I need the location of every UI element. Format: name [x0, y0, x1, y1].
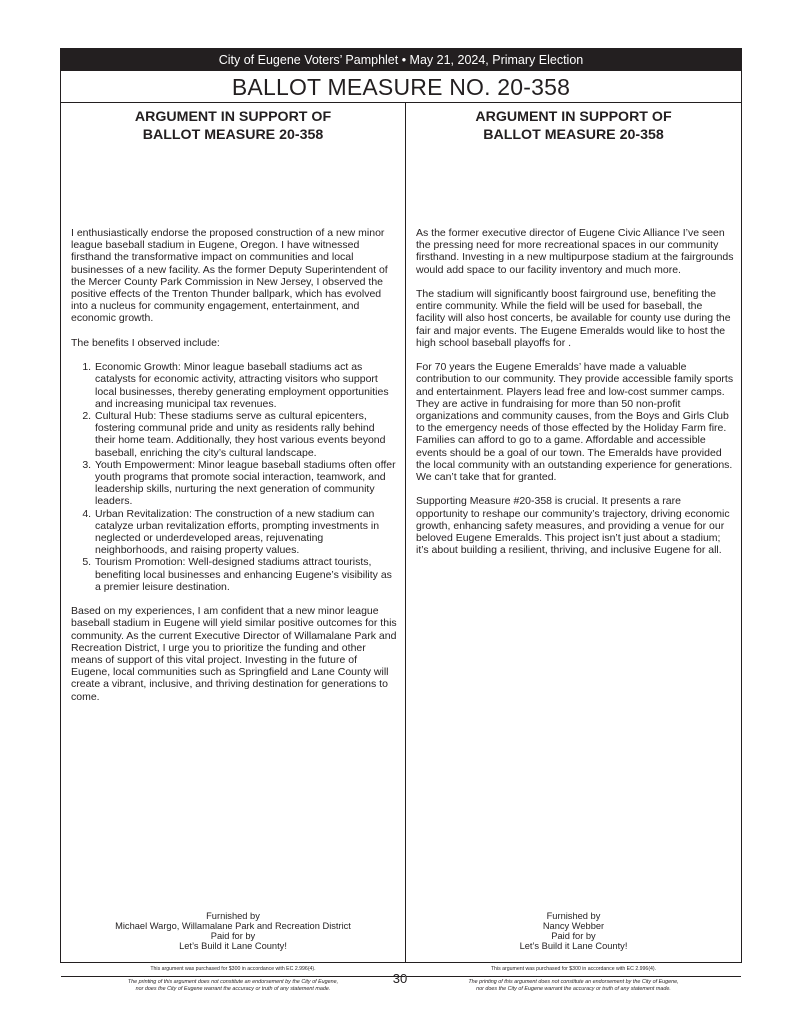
right-heading-line-2: BALLOT MEASURE 20-358	[483, 127, 664, 143]
benefit-item-youth-empowerment: 3. Youth Empowerment: Minor league baseball stadiums often offer youth programs that promote social interaction, teamwork, and leadership skills, nurturing the next generation of community leaders.	[94, 459, 397, 508]
left-paid-for-by-label: Paid for by	[210, 931, 256, 941]
benefit-item-cultural-hub: 2. Cultural Hub: These stadiums serve as cultural epicenters, fostering communal pride and unity as residents rally behind their home team. Additionally, they host various events beyond baseball, enriching the city’s cultural landscape.	[94, 410, 397, 459]
right-argument-column	[406, 103, 741, 992]
right-disclaimer-line-1: The printing of this argument does not constitute an endorsement by the City of Eugene,	[468, 979, 679, 985]
right-purchase-note: This argument was purchased for $300 in accordance with EC 2.996(4).	[490, 966, 657, 972]
left-argument-body	[71, 227, 397, 715]
right-paragraph-2: The stadium will significantly boost fairground use, benefiting the entire community. While the field will be used for baseball, the facility will also host concerts, be available for county use during the fair and major events. The Eugene Emeralds would like to host the high school baseball playoffs for .	[416, 288, 731, 349]
right-argument-body	[416, 227, 734, 569]
right-paragraph-1: As the former executive director of Eugene Civic Alliance I’ve seen the pressing need for more recreational spaces in our community firsthand. Investing in a new multipurpose stadium at the fairgrounds would add space to our facility inventory and much more.	[416, 227, 734, 276]
election-banner: City of Eugene Voters’ Pamphlet • May 21, 2024, Primary Election	[61, 49, 741, 71]
left-argument-heading	[61, 108, 405, 144]
left-sponsor-block	[61, 911, 405, 951]
left-heading-line-2: BALLOT MEASURE 20-358	[142, 127, 324, 143]
right-paid-for-by-label: Paid for by	[551, 931, 596, 941]
pamphlet-page-frame	[60, 48, 742, 992]
benefits-list	[71, 361, 397, 593]
right-disclaimer-line-2: nor does the City of Eugene warrant the accuracy or truth of any statement made.	[476, 986, 671, 992]
right-paragraph-3: For 70 years the Eugene Emeralds’ have made a valuable contribution to our community. They provide accessible family sports and entertainment. Players lead free and low-cost summer camps. They are active in fundraising for more than 50 non-profit organizations and community causes, from the Boys and Girls Club to the emergency needs of those effected by the Holiday Farm fire. Families can afford to go to a game. Affordable and accessible events should be a goal of our town. The Emeralds have provided the local community with an outstanding experience for generations. We can’t take that for granted.	[416, 361, 734, 484]
right-paid-for-by-name: Let’s Build it Lane County!	[519, 941, 628, 951]
left-disclaimer-line-2: nor does the City of Eugene warrant the accuracy or truth of any statement made.	[135, 986, 331, 992]
left-paid-for-by-name: Let’s Build it Lane County!	[179, 941, 287, 951]
left-paragraph-2: The benefits I observed include:	[71, 336, 220, 349]
benefit-item-tourism-promotion: 5. Tourism Promotion: Well-designed stadiums attract tourists, benefiting local businesses and enhancing Eugene’s visibility as a premier leisure destination.	[94, 556, 397, 593]
right-heading-line-1: ARGUMENT IN SUPPORT OF	[475, 109, 672, 125]
right-argument-heading	[406, 108, 741, 144]
right-paragraph-4: Supporting Measure #20-358 is crucial. It presents a rare opportunity to reshape our community’s trajectory, driving economic growth, enhancing safety measures, and providing a venue for our beloved Eugene Emeralds. This project isn’t just about a stadium; it’s about building a resilient, thriving, and inclusive Eugene for all.	[416, 495, 730, 557]
benefit-item-urban-revitalization: 4. Urban Revitalization: The construction of a new stadium can catalyze urban revitalization efforts, prompting investments in neglected or underdeveloped areas, rejuvenating neighborhoods, and raising property values.	[94, 508, 397, 557]
left-heading-line-1: ARGUMENT IN SUPPORT OF	[134, 109, 332, 125]
measure-title: BALLOT MEASURE NO. 20-358	[61, 71, 741, 103]
right-sponsor-block	[406, 911, 741, 951]
left-furnished-by-label: Furnished by	[206, 911, 260, 921]
left-purchase-note: This argument was purchased for $300 in accordance with EC 2.996(4).	[150, 966, 316, 972]
left-furnished-by-name: Michael Wargo, Willamalane Park and Recreation District	[115, 921, 351, 931]
right-furnished-by-label: Furnished by	[546, 911, 601, 921]
page-number: 30	[392, 971, 408, 986]
left-argument-column	[61, 103, 406, 992]
benefit-item-economic-growth: 1. Economic Growth: Minor league baseball stadiums act as catalysts for economic activity, attracting visitors who support local businesses, thereby generating employment opportunities and increasing municipal tax revenues.	[94, 361, 397, 410]
left-disclaimer-line-1: The printing of this argument does not constitute an endorsement by the City of Eugene,	[127, 979, 339, 985]
left-paragraph-1: I enthusiastically endorse the proposed construction of a new minor league baseball stadium in Eugene, Oregon. I have witnessed firsthand the transformative impact on communities and local businesses of a new facility. As the former Deputy Superintendent of the Mercer County Park Commission in New Jersey, I observed the positive effects of the Trenton Thunder ballpark, which has evolved into a nucleus for community engagement, entertainment, and economic growth.	[71, 227, 388, 325]
left-paragraph-3: Based on my experiences, I am confident that a new minor league baseball stadium in Eugene will yield similar positive outcomes for this community. As the current Executive Director of Willamalane Park and Recreation District, I urge you to prioritize the funding and other means of support of this vital project. Investing in the future of Eugene, local communities such as Springfield and Lane County will create a vibrant, inclusive, and thriving destination for generations to come.	[71, 605, 397, 703]
right-furnished-by-name: Nancy Webber	[542, 921, 605, 931]
